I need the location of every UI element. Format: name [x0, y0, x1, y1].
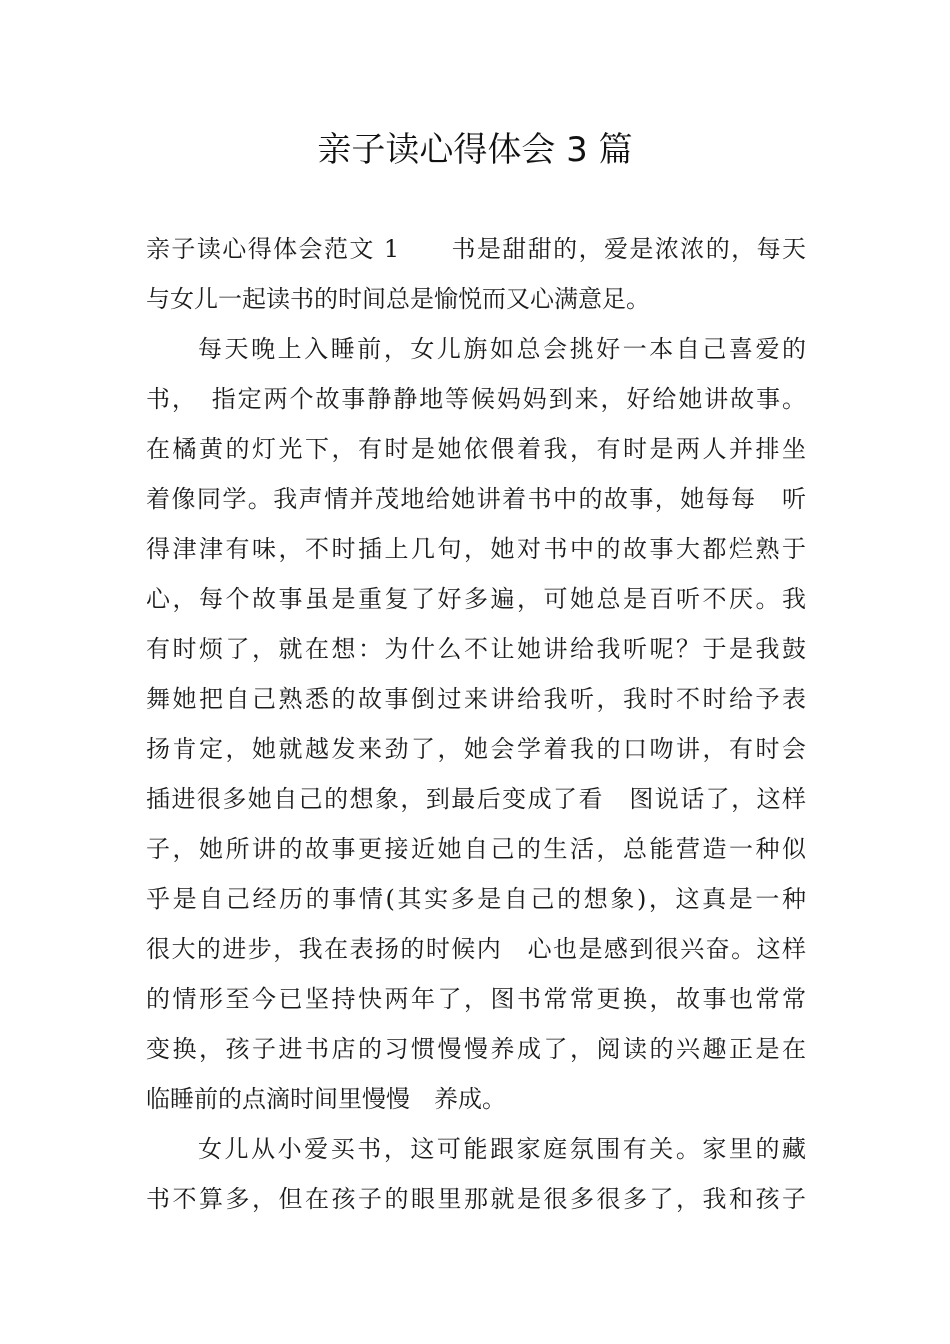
body-text-line: 子，她所讲的故事更接近她自己的生活，总能营造一种似 — [146, 835, 806, 863]
body-text-line: 乎是自己经历的事情(其实多是自己的想象)，这真是一种 — [146, 885, 806, 913]
body-text-line: 亲子读心得体会范文 1 书是甜甜的，爱是浓浓的，每天 — [146, 235, 806, 263]
body-text-line: 扬肯定，她就越发来劲了，她会学着我的口吻讲，有时会 — [146, 735, 806, 763]
body-text-line: 书， 指定两个故事静静地等候妈妈到来，好给她讲故事。 — [146, 385, 806, 413]
document-title: 亲子读心得体会 3 篇 — [317, 130, 633, 170]
body-text-line: 插进很多她自己的想象，到最后变成了看 图说话了，这样 — [146, 785, 806, 813]
body-text-line: 心，每个故事虽是重复了好多遍，可她总是百听不厌。我 — [146, 585, 806, 613]
body-text-line: 临睡前的点滴时间里慢慢 养成。 — [146, 1085, 506, 1113]
body-text-line: 在橘黄的灯光下，有时是她依偎着我，有时是两人并排坐 — [146, 435, 806, 463]
body-text-line: 的情形至今已坚持快两年了，图书常常更换，故事也常常 — [146, 985, 806, 1013]
body-text-line: 得津津有味，不时插上几句，她对书中的故事大都烂熟于 — [146, 535, 806, 563]
body-text-line: 舞她把自己熟悉的故事倒过来讲给我听，我时不时给予表 — [146, 685, 806, 713]
body-text-line: 着像同学。我声情并茂地给她讲着书中的故事，她每每 听 — [146, 485, 806, 513]
document-body — [146, 224, 806, 1224]
body-text-line: 很大的进步，我在表扬的时候内 心也是感到很兴奋。这样 — [146, 935, 806, 963]
body-text-line: 变换，孩子进书店的习惯慢慢养成了，阅读的兴趣正是在 — [146, 1035, 806, 1063]
body-text-line: 有时烦了，就在想：为什么不让她讲给我听呢？于是我鼓 — [146, 635, 806, 663]
body-text-line: 与女儿一起读书的时间总是愉悦而又心满意足。 — [146, 285, 650, 313]
body-text-line: 女儿从小爱买书，这可能跟家庭氛围有关。家里的藏 — [198, 1135, 806, 1163]
body-text-line: 每天晚上入睡前，女儿旃如总会挑好一本自己喜爱的 — [198, 335, 806, 363]
body-text-line: 书不算多，但在孩子的眼里那就是很多很多了，我和孩子 — [146, 1185, 806, 1213]
